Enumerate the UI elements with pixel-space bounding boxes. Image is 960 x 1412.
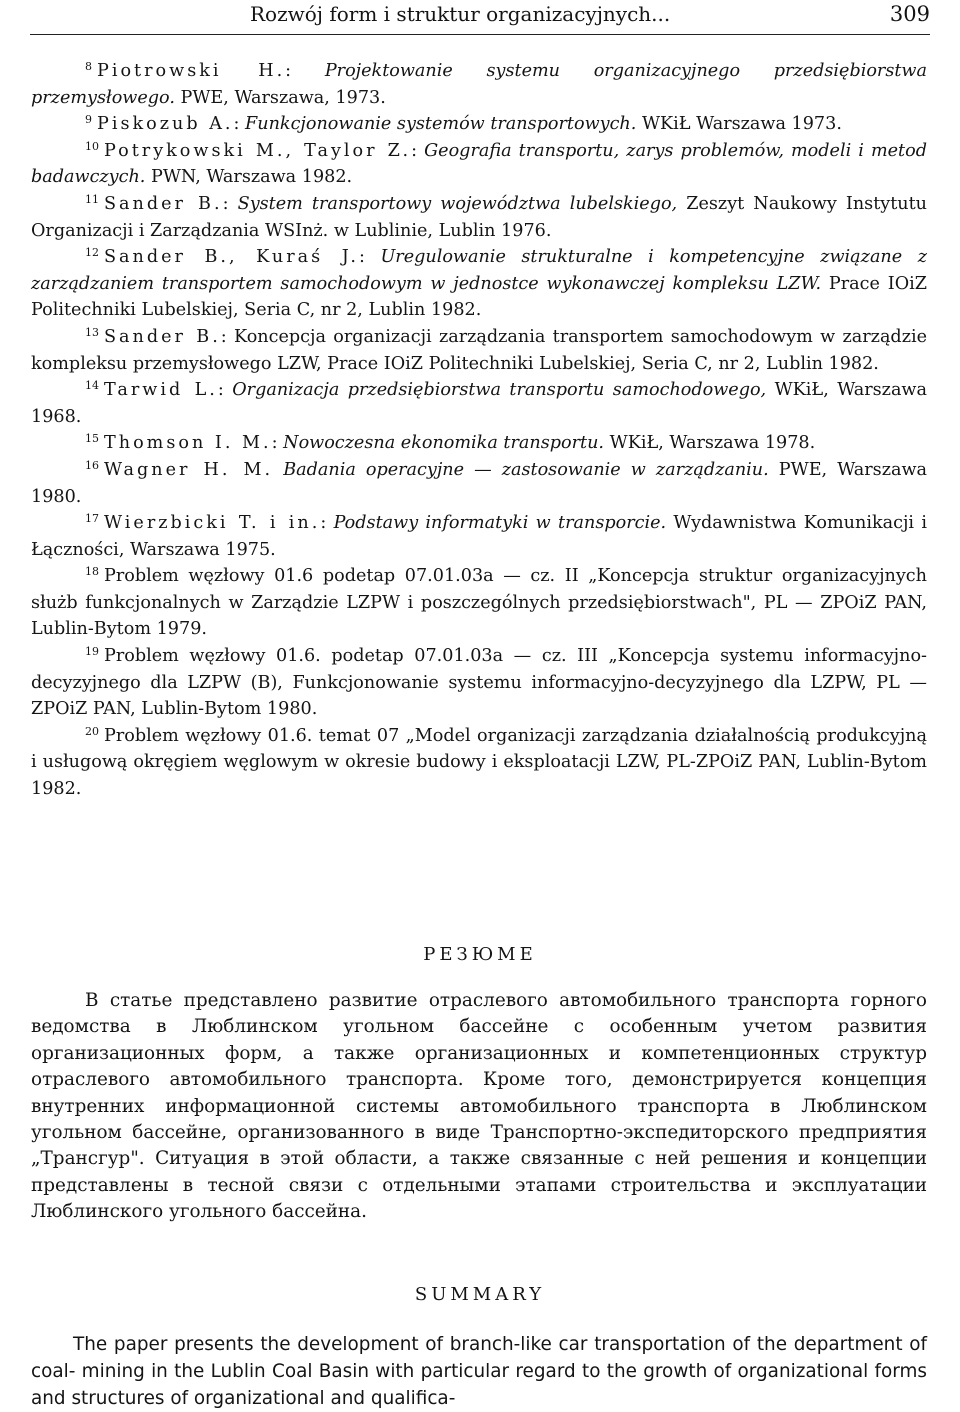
reference-details: Problem węzłowy 01.6. temat 07 „Model organizacji zarządzania działalnością produkcyjną i usługową okręgiem węglowym w okresie budowy i eksploatacji LZW, PL-ZPOiZ PAN, Lublin-Bytom 1982. bbox=[31, 725, 927, 800]
reference-separator: : bbox=[359, 247, 381, 268]
reference-item bbox=[31, 244, 927, 324]
reference-number: 8 bbox=[85, 60, 92, 73]
page-number: 309 bbox=[889, 2, 930, 26]
reference-details: PWN, Warszawa 1982. bbox=[145, 167, 353, 188]
reference-details: WKiŁ Warszawa 1973. bbox=[636, 114, 842, 135]
reference-item bbox=[31, 191, 927, 244]
reference-number: 16 bbox=[85, 458, 99, 472]
reference-author: Tarwid L. bbox=[104, 380, 218, 401]
reference-details: WKiŁ, Warszawa 1978. bbox=[604, 433, 816, 454]
reference-item bbox=[31, 457, 927, 510]
reference-item bbox=[31, 58, 927, 111]
reference-item bbox=[31, 643, 927, 723]
reference-number: 9 bbox=[85, 113, 92, 127]
reference-title: Podstawy informatyki w transporcie. bbox=[333, 513, 667, 534]
reference-separator: : bbox=[233, 114, 246, 135]
reference-separator: : bbox=[271, 433, 284, 454]
reference-item bbox=[31, 324, 927, 377]
reference-item bbox=[31, 723, 927, 803]
reference-details: WKiŁ, Warszawa 1968. bbox=[31, 380, 927, 427]
reference-number: 11 bbox=[85, 192, 99, 206]
reference-number: 17 bbox=[85, 512, 99, 526]
reference-item bbox=[31, 430, 927, 457]
reference-separator: : bbox=[285, 61, 325, 81]
reference-item bbox=[31, 111, 927, 138]
reference-separator: : bbox=[222, 193, 238, 214]
reference-author: Wagner H. M. bbox=[104, 459, 274, 480]
reference-title: Nowoczesna ekonomika transportu. bbox=[283, 433, 605, 454]
reference-title: Projektowanie systemu organizacyjnego przedsiębiorstwa przemysłowego. bbox=[31, 61, 927, 108]
summary-heading: SUMMARY bbox=[414, 1284, 546, 1305]
reference-item bbox=[31, 510, 927, 563]
reference-title: Uregulowanie strukturalne i kompetencyjne związane z zarządzaniem transportem samochodowym w jednostce wykonawczej kompleksu LZW. bbox=[31, 247, 927, 294]
reference-author: Potrykowski M., Taylor Z. bbox=[104, 140, 412, 161]
reference-author: Sander B., Kuraś J. bbox=[104, 247, 359, 268]
reference-item bbox=[31, 138, 927, 191]
reference-number: 13 bbox=[85, 325, 99, 339]
reference-author: Thomson I. M. bbox=[104, 433, 272, 454]
reference-number: 15 bbox=[85, 432, 99, 446]
reference-details: Koncepcja organizacji zarządzania transportem samochodowym w zarządzie kompleksu przemysłowego LZW, Prace IOiZ Politechniki Lubelskiej, Seria C, nr 2, Lublin 1982. bbox=[31, 326, 927, 374]
reference-author: Piotrowski H. bbox=[97, 61, 286, 81]
reference-title: System transportowy województwa lubelskiego, bbox=[237, 193, 678, 214]
reference-list bbox=[31, 58, 927, 803]
summary-paragraph: The paper presents the development of branch-like car transportation of the department of coal- mining in the Lublin Coal Basin with particular regard to the growth of organizational forms and structures of organizational and qualifica- bbox=[31, 1334, 927, 1409]
reference-details: Prace IOiZ Politechniki Lubelskiej, Seria C, nr 2, Lublin 1982. bbox=[31, 273, 927, 321]
reference-details: Zeszyt Naukowy Instytutu Organizacji i Zarządzania WSInż. w Lublinie, Lublin 1976. bbox=[31, 193, 928, 241]
reference-item bbox=[31, 377, 927, 430]
reference-number: 10 bbox=[85, 139, 99, 153]
reference-author: Sander B. bbox=[104, 326, 221, 347]
reference-number: 18 bbox=[85, 565, 99, 579]
resume-heading: РЕЗЮМЕ bbox=[423, 944, 537, 965]
reference-number: 19 bbox=[85, 645, 99, 659]
reference-separator: : bbox=[320, 513, 334, 534]
reference-details: PWE, Warszawa, 1973. bbox=[174, 87, 386, 108]
reference-separator: : bbox=[220, 326, 235, 347]
reference-number: 12 bbox=[85, 246, 99, 260]
reference-author: Piskozub A. bbox=[97, 114, 234, 135]
reference-details: Wydawnistwa Komunikacji i Łączności, Warszawa 1975. bbox=[31, 513, 927, 560]
reference-author: Sander B. bbox=[104, 193, 223, 214]
reference-title: Geografia transportu, zarys problemów, modeli i metod badawczych. bbox=[31, 140, 927, 188]
running-title: Rozwój form i struktur organizacyjnych... bbox=[250, 2, 671, 26]
reference-separator: : bbox=[217, 380, 233, 401]
reference-author: Wierzbicki T. i in. bbox=[104, 513, 321, 534]
reference-title: Organizacja przedsiębiorstwa transportu samochodowego, bbox=[232, 380, 767, 401]
reference-details: PWE, Warszawa 1980. bbox=[31, 459, 927, 507]
reference-details: Problem węzłowy 01.6. podetap 07.01.03a — cz. III „Koncepcja systemu informacyjno-decyzyjnego dla LZPW (B), Funkcjonowanie systemu informacyjno-decyzyjnego dla LZPW, PL — ZPOiZ PAN, Lublin-Bytom 1980. bbox=[31, 646, 927, 720]
reference-details: Problem węzłowy 01.6 podetap 07.01.03a — cz. II „Koncepcja struktur organizacyjnych służb funkcjonalnych w Zarządzie LZPW i poszczególnych przedsiębiorstwach", PL — ZPOiZ PAN, Lublin-Bytom 1979. bbox=[31, 566, 927, 640]
reference-separator: : bbox=[411, 140, 425, 161]
reference-separator bbox=[273, 460, 283, 480]
reference-title: Funkcjonowanie systemów transportowych. bbox=[245, 114, 637, 135]
resume-paragraph: В статье представлено развитие отраслевого автомобильного транспорта горного ведомства в Люблинском угольном бассейне с особенным учетом развития организационных форм, а также организационных и компетенционных структур отраслевого автомобильного транспорта. Кроме того, демонстрируется концепция внутренних информационной системы автомобильного транспорта в Люблинском угольном бассейне, организованного в виде Транспортно-экспедиторского предприятия „Трансгур". Ситуация в этой области, а также связанные с ней решения и концепции представлены в тесной связи с отдельными этапами строительства и эксплуатации Люблинского угольного бассейна. bbox=[31, 990, 927, 1223]
page-header bbox=[30, 0, 930, 35]
reference-title: Badania operacyjne — zastosowanie w zarządzaniu. bbox=[283, 459, 769, 480]
reference-number: 14 bbox=[85, 379, 99, 393]
reference-number: 20 bbox=[85, 724, 99, 738]
reference-item bbox=[31, 563, 927, 643]
